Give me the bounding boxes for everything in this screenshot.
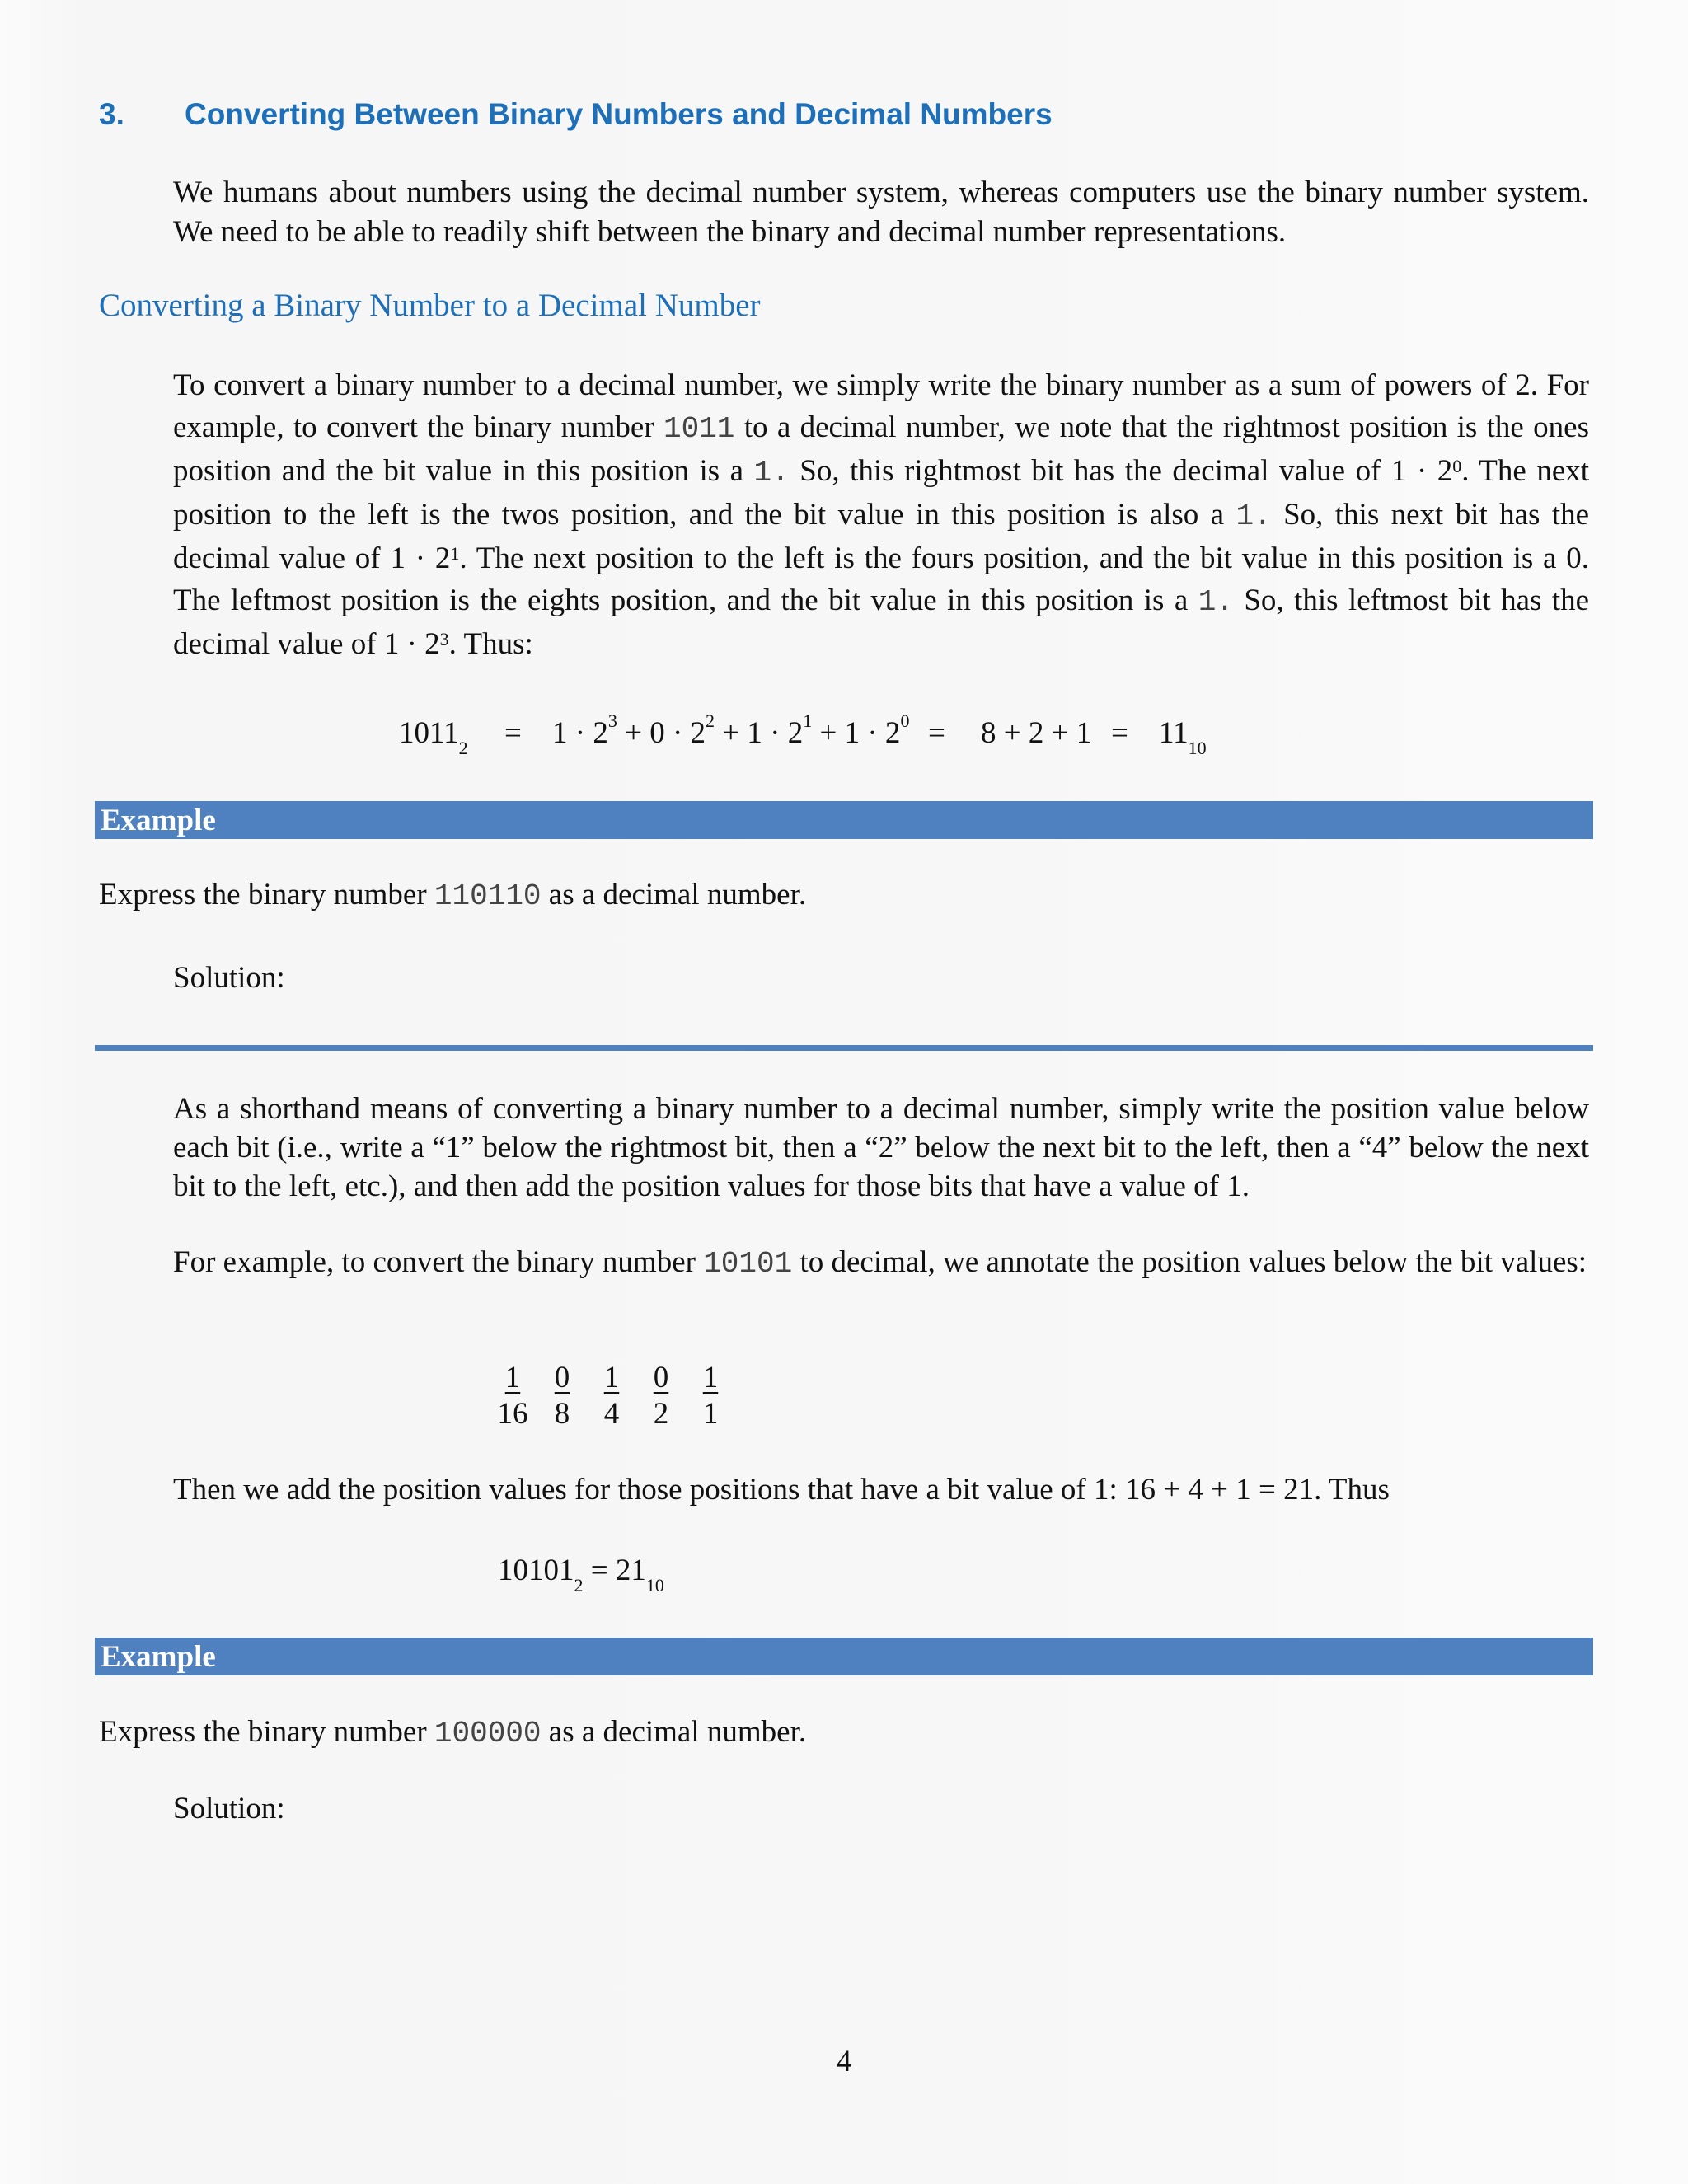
page-number: 4 [836,2045,852,2079]
code-110110: 110110 [434,879,542,913]
example-banner-2: Example [95,1638,1593,1675]
equation-10101: $10101_2 = 21_{10}$ [498,1554,664,1596]
example-1-question: Express the binary number 110110 as a decimal number. [99,878,807,913]
bit-cell: 1 [702,1361,719,1394]
section-title: Converting Between Binary Numbers and Decimal Numbers [185,97,1053,131]
example-banner-1: Example [95,801,1593,839]
intro-paragraph: We humans about numbers using the decimal number system, whereas computers use the binary number system. We need to be able to readily shift between the binary and decimal number representations. [173,176,1589,249]
code-100000: 100000 [434,1717,542,1750]
bit-cell: 0 [554,1361,570,1394]
code-1011: 1011 [663,412,735,446]
bit-position-table [488,1360,735,1442]
bit-cell: 1 [504,1361,521,1394]
subheading: Converting a Binary Number to a Decimal Number [99,288,761,323]
shorthand-paragraph: As a shorthand means of converting a binary number to a decimal number, simply write the position value below each bit (i.e., write a “1” below the rightmost bit, then a “2” below the next bit to the left, then a “4” below the next bit to the left, etc.), and then add the position values for those bits that have a value of 1. [173,1092,1589,1203]
document-page: 3. Converting Between Binary Numbers and Decimal Numbers We humans about numbers using the decimal number system, whereas computers use the binary number system. We need to be able to readily shift between the binary and decimal number representations. Converting a Binary Number to a Decimal Number To convert a binary number to a decimal number, we simply write the binary number as a sum of powers of 2. For example, to convert the binary number 1011 to a decimal number, we note that the rightmost position is the ones position and the bit value in this position is a 1. So, this rightmost bit has the decimal value of $1 \cdot 2^0$. The next position to the left is the twos position, and the bit value in this position is also a 1. So, this next bit has the decimal value of $1 \cdot 2^1$. The next position to the left is the fours position, and the bit value in this position is a 0. The leftmost position is the eights position, and the bit value in this position is a 1. So, this leftmost bit has the decimal value of $1 \cdot 2^3$. Thus: $1011_2$ = $1 \cdot 2^3 + 0 \cdot 2^2 + 1 \cdot 2^1 + 1 \cdot 2^0$ = 8 + 2 + 1 = $11_{10}$ Example Express the binary number 110110 as a decimal number. Solution: As a shorthand means of converting a binary number to a decimal number, simply write the position value below each bit (i.e., write a “1” below the rightmost bit, then a “2” below the next bit to the left, then a “4” below the next bit to the left, etc.), and then add the position values for those bits that have a value of 1. For example, to convert the binary number 10101 to decimal, we annotate the position values below the bit values: 1 0 1 0 1 16 8 4 2 1 Then we add the position values for those positions that have a bit value of 1: 16 + 4 + 1 = 21. Thus $10101_2 = 21_{10}$ Example Express the binary number 100000 as a decimal number. Solution: 4 [0,0,1688,2184]
code-10101: 10101 [703,1247,793,1281]
position-cell: 2 [653,1397,669,1431]
eq-result: $11_{10}$ [1159,716,1207,758]
term-2-pow-0: $1 \cdot 2^0$ [1390,454,1462,488]
eq-sum: 8 + 2 + 1 [981,716,1092,750]
position-cell: 4 [603,1397,620,1431]
bit-cell: 0 [653,1361,669,1394]
position-cell: 8 [554,1397,570,1431]
example-2-question: Express the binary number 100000 as a decimal number. [99,1715,807,1750]
section-number: 3. [99,97,124,131]
example-1-solution-label: Solution: [173,961,285,995]
explanation-paragraph: To convert a binary number to a decimal number, we simply write the binary number as a sum of powers of 2. For example, to convert the binary number 1011 to a decimal number, we note that the rightmost position is the ones position and the bit value in this position is a 1. So, this rightmost bit has the decimal value of $1 \cdot 2^0$. The next position to the left is the twos position, and the bit value in this position is also a 1. So, this next bit has the decimal value of $1 \cdot 2^1$. The next position to the left is the fours position, and the bit value in this position is a 0. The leftmost position is the eights position, and the bit value in this position is a 1. So, this leftmost bit has the decimal value of $1 \cdot 2^3$. Thus: [173,368,1590,661]
position-cell: 1 [702,1397,719,1431]
then-add-sentence: Then we add the position values for those positions that have a bit value of 1: 16 + 4 + 1 = 21. Thus [173,1473,1390,1507]
bit-cell: 1 [603,1361,620,1394]
position-cell: 16 [497,1397,528,1431]
term-2-pow-1: $1 \cdot 2^1$ [390,541,460,575]
example-2-solution-label: Solution: [173,1792,285,1825]
example-1-end-rule [95,1045,1593,1051]
eq-lhs: $1011_2$ [399,716,468,758]
term-2-pow-3: $1 \cdot 2^3$ [383,627,449,661]
annotate-paragraph: For example, to convert the binary number 10101 to decimal, we annotate the position values below the bit values: [173,1245,1587,1281]
eq-expansion: $1 \cdot 2^3 + 0 \cdot 2^2 + 1 \cdot 2^1 + 1 \cdot 2^0$ [552,710,910,750]
section-heading [99,97,1053,132]
